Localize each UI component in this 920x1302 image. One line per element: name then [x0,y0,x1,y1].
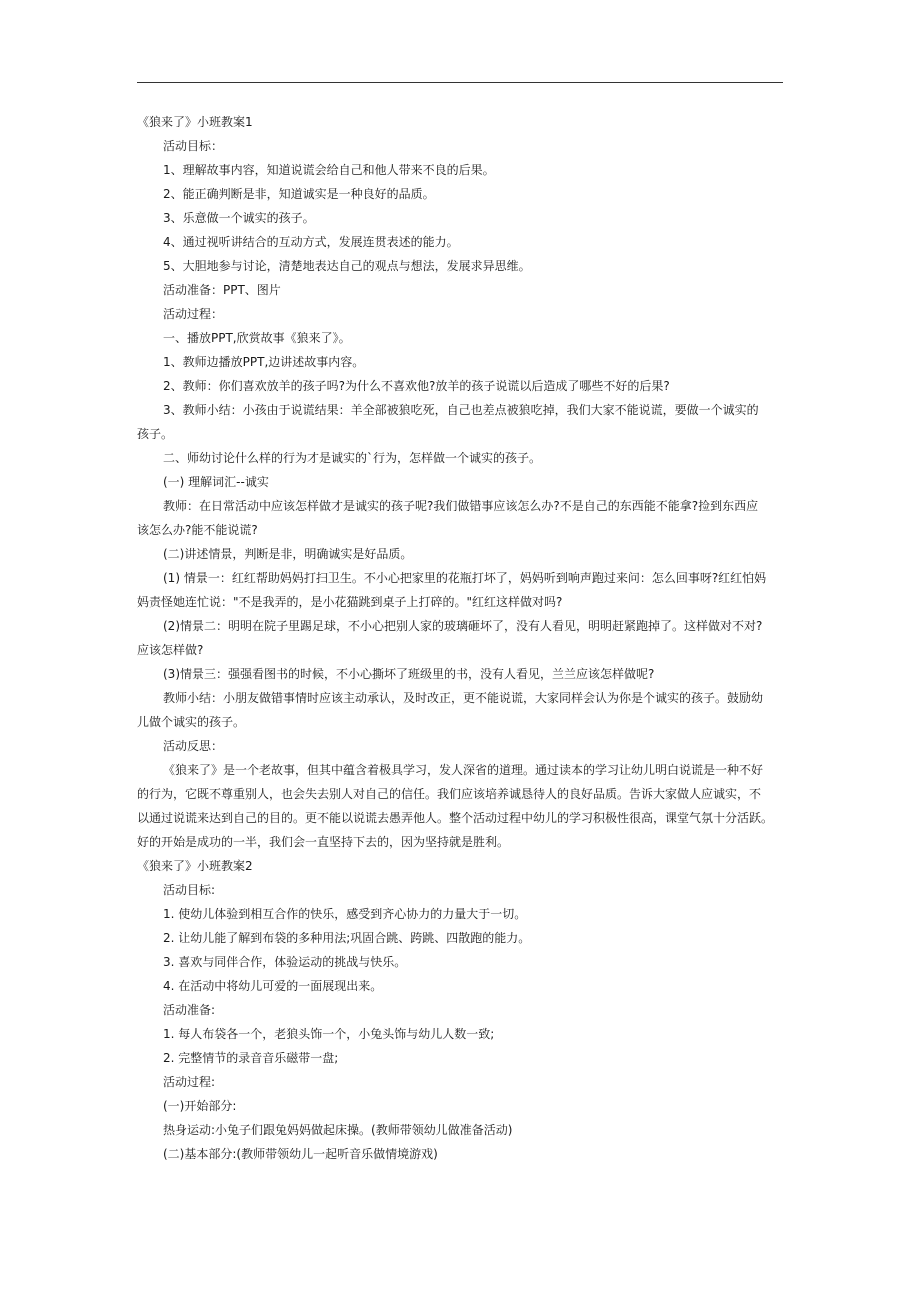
text-line: (二)基本部分:(教师带领幼儿一起听音乐做情境游戏) [163,1147,438,1161]
text-line: (一) 理解词汇--诚实 [163,475,269,489]
text-line: 3、教师小结：小孩由于说谎结果：羊全部被狼吃死，自己也差点被狼吃掉，我们大家不能说谎，要做一个诚实的 [163,403,759,417]
text-line: 《狼来了》小班教案2 [137,859,253,873]
text-line: 以通过说谎来达到自己的目的。更不能以说谎去愚弄他人。整个活动过程中幼儿的学习积极性很高，课堂气氛十分活跃。 [137,811,774,825]
text-line: 应该怎样做? [137,643,204,657]
header-rule [137,82,783,83]
text-line: 1、理解故事内容，知道说谎会给自己和他人带来不良的后果。 [163,163,495,177]
text-line: 该怎么办?能不能说谎? [137,523,258,537]
text-line: 3. 喜欢与同伴合作，体验运动的挑战与快乐。 [163,955,407,969]
text-line: 好的开始是成功的一半，我们会一直坚持下去的，因为坚持就是胜利。 [137,835,510,849]
text-line: 4、通过视听讲结合的互动方式，发展连贯表述的能力。 [163,235,459,249]
text-line: 4. 在活动中将幼儿可爱的一面展现出来。 [163,979,383,993]
text-line: (2)情景二：明明在院子里踢足球，不小心把别人家的玻璃砸坏了，没有人看见，明明赶紧跑掉了。这样做对不对? [163,619,763,633]
text-line: 活动准备: [163,1003,216,1017]
text-line: 教师小结：小朋友做错事情时应该主动承认，及时改正，更不能说谎，大家同样会认为你是个诚实的孩子。鼓励幼 [163,691,764,705]
text-line: (1) 情景一：红红帮助妈妈打扫卫生。不小心把家里的花瓶打坏了，妈妈听到响声跑过来问：怎么回事呀?红红怕妈 [163,571,767,585]
text-line: 2、能正确判断是非，知道诚实是一种良好的品质。 [163,187,435,201]
text-line: 5、大胆地参与讨论，清楚地表达自己的观点与想法，发展求异思维。 [163,259,531,273]
text-line: 孩子。 [137,427,174,441]
text-line: 《狼来了》是一个老故事，但其中蕴含着极具学习，发人深省的道理。通过读本的学习让幼儿明白说谎是一种不好 [163,763,764,777]
text-line: 活动反思： [163,739,224,753]
text-line: 一、播放PPT,欣赏故事《狼来了》。 [163,331,351,345]
text-line: 3、乐意做一个诚实的孩子。 [163,211,315,225]
text-line: 儿做个诚实的孩子。 [137,715,246,729]
document-body [137,110,783,1166]
text-line: 《狼来了》小班教案1 [137,115,253,129]
text-line: 妈责怪她连忙说："不是我弄的，是小花猫跳到桌子上打碎的。"红红这样做对吗? [137,595,563,609]
text-line: 活动准备：PPT、图片 [163,283,281,297]
text-line: (一)开始部分: [163,1099,237,1113]
text-line: 1. 使幼儿体验到相互合作的快乐，感受到齐心协力的力量大于一切。 [163,907,527,921]
text-line: 的行为，它既不尊重别人，也会失去别人对自己的信任。我们应该培养诚恳待人的良好品质。告诉大家做人应诚实，不 [137,787,762,801]
text-line: (二)讲述情景，判断是非，明确诚实是好品质。 [163,547,413,561]
text-line: 活动过程: [163,1075,216,1089]
text-line: 活动目标： [163,139,224,153]
text-line: 活动目标: [163,883,216,897]
text-line: 教师：在日常活动中应该怎样做才是诚实的孩子呢?我们做错事应该怎么办?不是自己的东西能不能拿?捡到东西应 [163,499,759,513]
text-line: 热身运动:小兔子们跟兔妈妈做起床操。(教师带领幼儿做准备活动) [163,1123,513,1137]
text-line: 1. 每人布袋各一个，老狼头饰一个，小兔头饰与幼儿人数一致; [163,1027,495,1041]
text-line: 2. 完整情节的录音音乐磁带一盘; [163,1051,339,1065]
text-line: (3)情景三：强强看图书的时候，不小心撕坏了班级里的书，没有人看见，兰兰应该怎样做呢? [163,667,655,681]
text-line: 2、教师：你们喜欢放羊的孩子吗?为什么不喜欢他?放羊的孩子说谎以后造成了哪些不好的后果? [163,379,670,393]
text-line: 二、师幼讨论什么样的行为才是诚实的`行为，怎样做一个诚实的孩子。 [163,451,542,465]
text-line: 1、教师边播放PPT,边讲述故事内容。 [163,355,365,369]
text-line: 2. 让幼儿能了解到布袋的多种用法;巩固合跳、跨跳、四散跑的能力。 [163,931,531,945]
text-line: 活动过程： [163,307,224,321]
